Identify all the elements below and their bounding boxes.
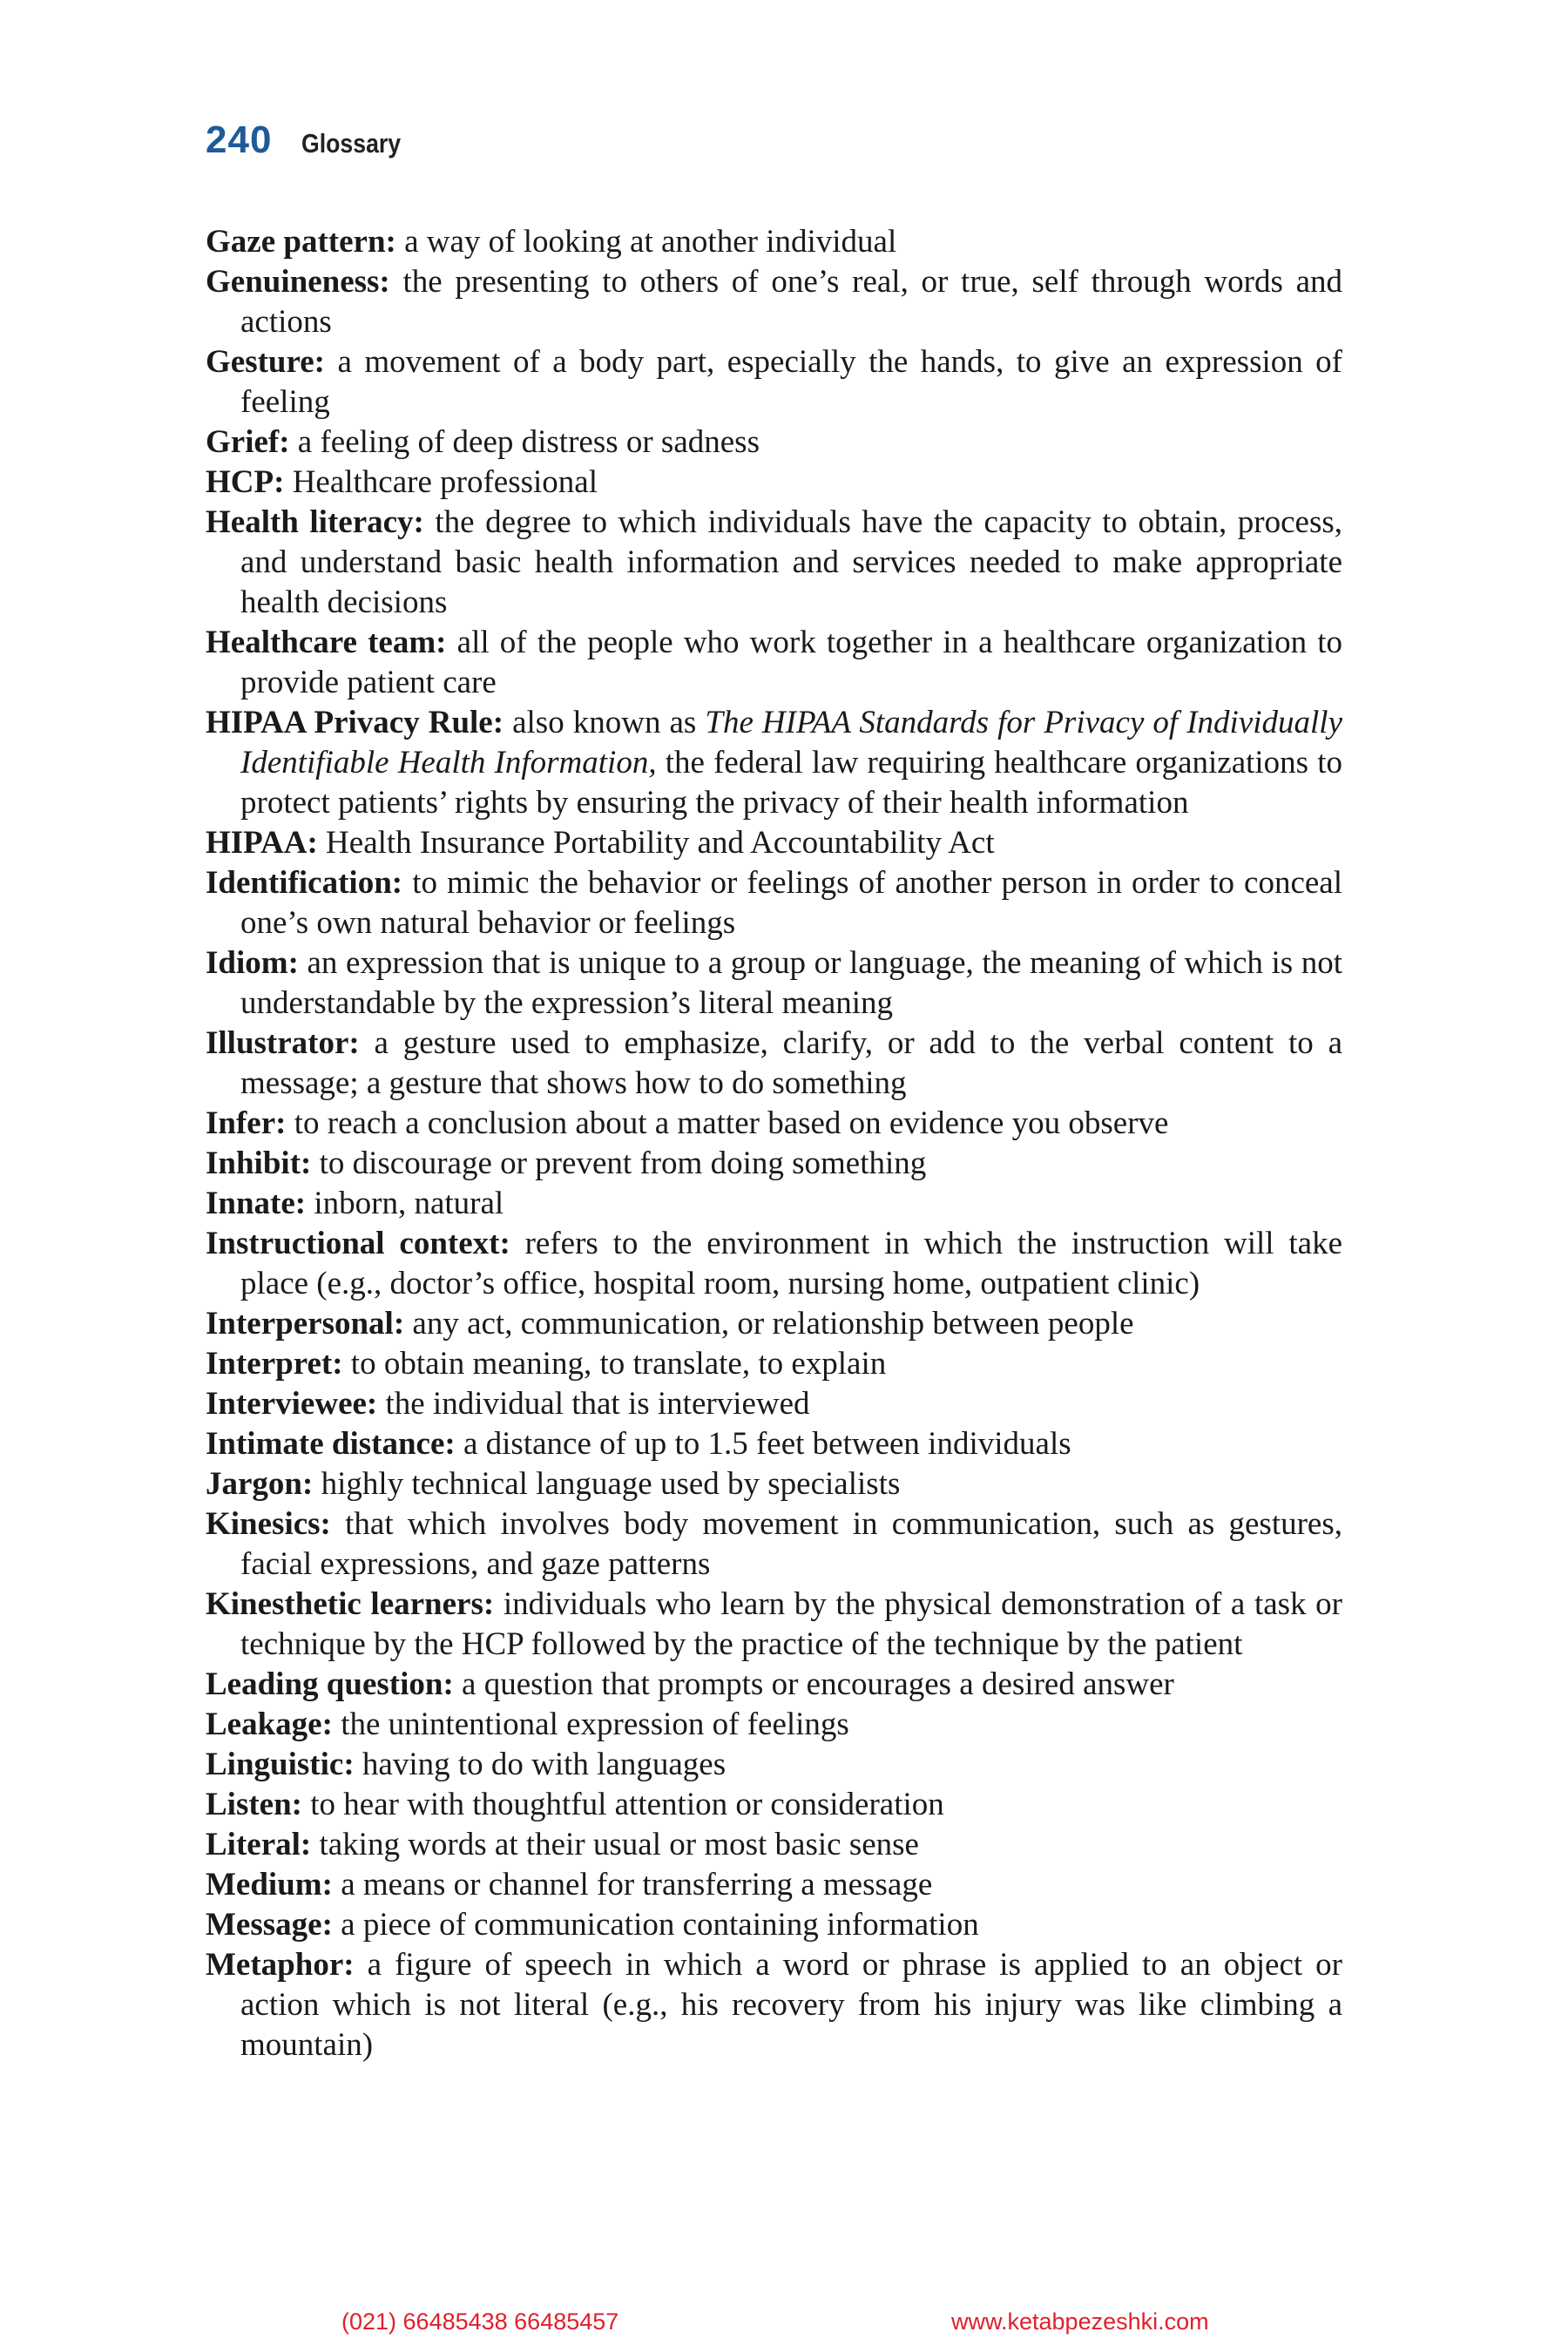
glossary-definition: a figure of speech in which a word or phrase is applied to an object or action which is not literal (e.g., his recovery from his injury was like climbing a mountain) [240,1947,1342,2063]
glossary-definition: inborn, natural [314,1186,504,1221]
glossary-entry [206,623,1342,703]
glossary-definition: a question that prompts or encourages a desired answer [462,1666,1174,1702]
glossary-entry [206,1464,1342,1504]
running-head [206,118,417,162]
glossary-definition: an expression that is unique to a group or language, the meaning of which is not understandable by the expression’s literal meaning [240,945,1343,1021]
glossary-term: Metaphor: [206,1947,355,1983]
page-footer [0,2308,1568,2343]
glossary-definition: a movement of a body part, especially the hands, to give an expression of feeling [240,344,1343,420]
glossary-entry [206,1945,1342,2065]
glossary-entry [206,1424,1342,1464]
glossary-definition: any act, communication, or relationship between people [412,1306,1134,1342]
glossary-entry [206,1024,1342,1104]
glossary-term: Leading question: [206,1666,454,1702]
glossary-entry [206,1665,1342,1705]
page-number: 240 [206,118,273,161]
glossary-term: Literal: [206,1827,312,1862]
glossary-term: Gaze pattern: [206,224,396,260]
glossary-entry [206,1745,1342,1785]
glossary-term: Identification: [206,865,403,901]
glossary-definition: the presenting to others of one’s real, or true, self through words and actions [240,264,1342,340]
glossary-entry [206,1344,1342,1384]
footer-phone: (021) 66485438 66485457 [341,2308,619,2335]
glossary-definition: Health Insurance Portability and Accountability Act [326,825,995,861]
glossary-definition: the unintentional expression of feelings [341,1707,849,1742]
glossary-term: Inhibit: [206,1146,312,1181]
glossary-entry [206,863,1342,943]
glossary-entry [206,422,1342,463]
glossary-entry [206,1184,1342,1224]
glossary-definition: a means or channel for transferring a message [341,1867,933,1903]
glossary-definition: a gesture used to emphasize, clarify, or add to the verbal content to a message; a gesture that shows how to do something [240,1025,1342,1101]
glossary-definition: taking words at their usual or most basic sense [319,1827,919,1862]
glossary-definition: individuals who learn by the physical demonstration of a task or technique by the HCP followed by the practice of the technique by the patient [240,1586,1343,1662]
glossary-definition: a piece of communication containing information [341,1907,979,1943]
glossary-entry [206,463,1342,503]
glossary-definition-prefix: also known as [512,705,697,740]
glossary-term: Health literacy: [206,504,424,540]
glossary-term: Illustrator: [206,1025,360,1061]
glossary-definition: the federal law requiring healthcare organizations to protect patients’ rights by ensuring the privacy of their health information [240,745,1343,821]
glossary-term: Medium: [206,1867,333,1903]
glossary-definition: to hear with thoughtful attention or consideration [310,1787,944,1822]
glossary-term: Interviewee: [206,1386,378,1422]
glossary-entry [206,1785,1342,1825]
glossary-definition: a way of looking at another individual [404,224,897,260]
glossary-definition-title: The HIPAA Standards for Privacy of Individually Identifiable Health Information, [240,705,1343,781]
glossary-entry [206,1104,1342,1144]
glossary-entry [206,1224,1342,1304]
glossary-term: Jargon: [206,1466,314,1502]
glossary-definition: all of the people who work together in a healthcare organization to provide patient care [240,625,1343,700]
glossary-term: Interpersonal: [206,1306,405,1342]
glossary-term: Genuineness: [206,264,390,300]
glossary-term: Healthcare team: [206,625,447,660]
glossary-term: Gesture: [206,344,325,380]
glossary-term: Leakage: [206,1707,333,1742]
glossary-term: Kinesthetic learners: [206,1586,495,1622]
glossary-definition: highly technical language used by specialists [321,1466,901,1502]
glossary-term: Linguistic: [206,1747,355,1782]
glossary-definition: to reach a conclusion about a matter based on evidence you observe [294,1105,1169,1141]
glossary-term: Infer: [206,1105,287,1141]
glossary-definition: to discourage or prevent from doing something [319,1146,927,1181]
glossary-definition: to mimic the behavior or feelings of another person in order to conceal one’s own natural behavior or feelings [240,865,1343,941]
glossary-entry [206,222,1342,262]
glossary-definition: the degree to which individuals have the capacity to obtain, process, and understand basic health information and services needed to make appropriate health decisions [240,504,1342,620]
glossary-term: Idiom: [206,945,299,981]
glossary-term: HIPAA: [206,825,318,861]
footer-website: www.ketabpezeshki.com [951,2308,1209,2335]
glossary-definition: the individual that is interviewed [385,1386,810,1422]
glossary-definition: to obtain meaning, to translate, to explain [350,1346,887,1382]
glossary-entry [206,1304,1342,1344]
glossary-entry [206,1504,1342,1585]
glossary-term: Instructional context: [206,1226,510,1261]
glossary-definition: having to do with languages [362,1747,727,1782]
glossary-entry [206,1144,1342,1184]
glossary-term: Innate: [206,1186,307,1221]
glossary-entry [206,1384,1342,1424]
glossary-entry [206,1585,1342,1665]
glossary-definition: that which involves body movement in communication, such as gestures, facial expressions, and gaze patterns [240,1506,1342,1582]
glossary-term: Message: [206,1907,333,1943]
glossary-entry [206,1705,1342,1745]
glossary-entry [206,823,1342,863]
section-title: Glossary [301,128,402,159]
glossary-definition: a feeling of deep distress or sadness [297,424,760,460]
glossary-term: Kinesics: [206,1506,331,1542]
glossary-entry [206,1865,1342,1905]
glossary-term: Interpret: [206,1346,343,1382]
glossary-entry [206,342,1342,422]
glossary-entry [206,1905,1342,1945]
glossary-term: Grief: [206,424,290,460]
glossary-term: Intimate distance: [206,1426,456,1462]
glossary-entry [206,1825,1342,1865]
glossary-definition: Healthcare professional [292,464,598,500]
glossary-entry [206,262,1342,342]
glossary-term: HIPAA Privacy Rule: [206,705,504,740]
glossary-term: Listen: [206,1787,302,1822]
glossary-definition: a distance of up to 1.5 feet between individuals [463,1426,1071,1462]
glossary-entry [206,703,1342,823]
glossary-term: HCP: [206,464,285,500]
glossary-definition: refers to the environment in which the instruction will take place (e.g., doctor’s office, hospital room, nursing home, outpatient clinic) [240,1226,1343,1301]
glossary-entry [206,503,1342,623]
glossary-list [206,222,1342,2065]
glossary-entry [206,943,1342,1024]
